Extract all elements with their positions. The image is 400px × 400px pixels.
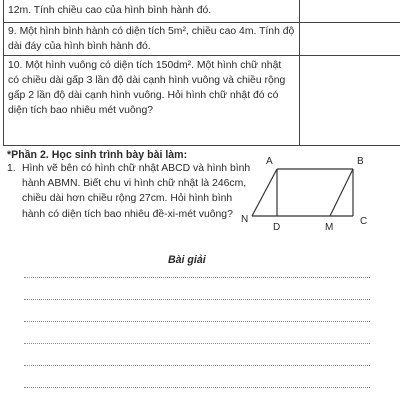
vertex-label-m: M	[325, 222, 334, 233]
problem-number: 1.	[7, 163, 16, 174]
geometry-figure	[236, 152, 400, 242]
question-text: Một hình bình hành có diện tích 5m², chiều cao 4m. Tính độ dài đáy của hình bình hành đó.	[8, 26, 295, 52]
vertex-label-b: B	[357, 156, 364, 167]
question-number: 9.	[8, 26, 17, 37]
table-bottom-border	[3, 145, 400, 146]
question-10	[8, 58, 295, 118]
answer-line[interactable]	[24, 299, 370, 300]
question-9	[8, 24, 295, 54]
vertex-label-d: D	[273, 222, 281, 233]
problem-1	[7, 161, 257, 222]
problem-text: Hình vẽ bên có hình chữ nhật ABCD và hình bình hành ABMN. Biết chu vi hình chữ nhật là 246cm, chiều dài hơn chiều rộng 27cm. Hỏi hình bình hành có diện tích bao nhiêu đề-xi-mét vuông?	[22, 163, 251, 220]
vertex-label-c: C	[360, 216, 368, 227]
segment-bm	[330, 169, 353, 216]
answer-heading: Bài giải	[168, 254, 206, 266]
table-row	[3, 23, 299, 55]
table-row	[3, 0, 299, 22]
question-table	[0, 0, 400, 146]
answer-line[interactable]	[24, 277, 370, 278]
answer-line[interactable]	[24, 343, 370, 344]
vertex-label-a: A	[266, 156, 273, 167]
part2-heading: *Phần 2. Học sinh trình bày bài làm:	[7, 149, 188, 161]
vertex-label-n: N	[241, 214, 249, 225]
answer-line[interactable]	[24, 365, 370, 366]
question-continuation-text: 12m. Tính chiều cao của hình bình hành đó.	[8, 5, 212, 16]
answer-line[interactable]	[24, 387, 370, 388]
answer-line[interactable]	[24, 321, 370, 322]
segment-an	[252, 169, 277, 216]
question-number: 10.	[8, 60, 23, 71]
question-text: Một hình vuông có diện tích 150dm². Một hình chữ nhật có chiều dài gấp 3 lần độ dài cạnh hình vuông và chiều rộng gấp 2 lần độ dài cạnh hình vuông. Hỏi hình chữ nhật đó có diện tích bao nhiêu mét vuông?	[8, 60, 286, 116]
table-row	[3, 56, 299, 145]
rectangle-parallelogram-diagram	[236, 152, 400, 242]
